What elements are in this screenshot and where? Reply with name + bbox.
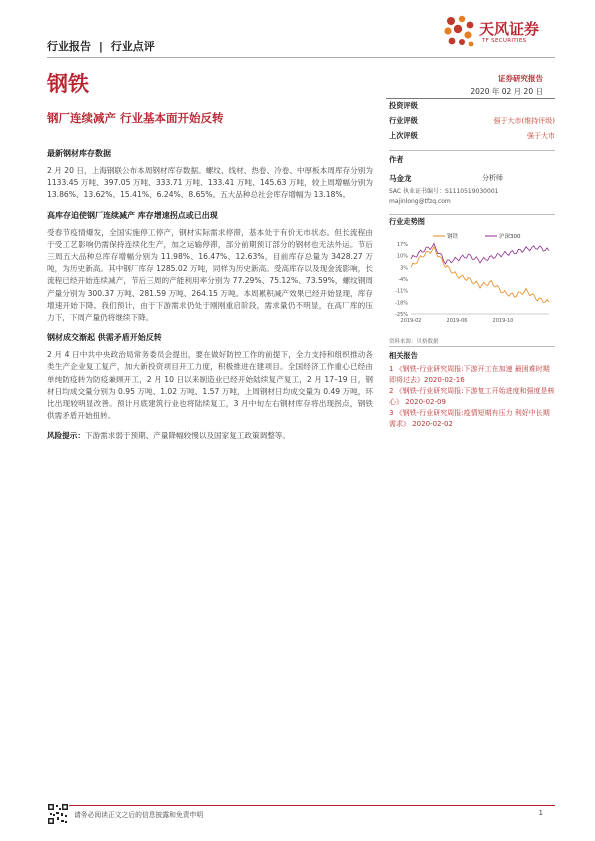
industry-title: 钢铁 (47, 72, 89, 96)
related-report-link[interactable]: 3 《钢铁-行业研究周报:疫情短期有压力 利好中长期需求》 2020-02-02 (389, 409, 550, 428)
sidebar (389, 101, 555, 141)
legend-label: 钢铁 (447, 234, 459, 240)
y-tick-label: -18% (395, 300, 408, 307)
report-date: 2020 年 02 月 20 日 (470, 87, 543, 96)
author-row (389, 173, 555, 184)
report-label: 证券研究报告 (498, 74, 543, 83)
y-tick-label: -11% (395, 288, 408, 295)
section-paragraph: 受春节疫情爆发，全国实施停工停产，钢材实际需求停滞，基本处于有价无市状态。但长流程由于受工艺影响仍需保持连续化生产，加之运输停滞，部分前期预订部分的钢材也无法外运。节后三周五大品种总库存增幅分别为 11.98%、16.47%、12.63%，目前库存总量为 3428.27 万吨，为历史新高。其中钢厂库存 1285.02 万吨，同样为历史新高。受高库存以及现金流影响，长流程已经开始连续减产，节后三周的产能利用率分别为 77.29%、75.12%、73.59%，螺纹钢周产量分别为 300.37 万吨、281.59 万吨、264.15 万吨。本周累积减产效果已经开始显现，库存增速开始下降。我们预计，由于下游需求仍处于刚刚重启阶段，需求量仍不明显，在高厂库的压力下，下周产量仍将继续下降。 (47, 227, 373, 323)
risk-text: 下游需求弱于预期、产量降幅较慢以及国家复工政策调整等。 (84, 431, 290, 441)
trend-chart-svg (389, 228, 555, 332)
report-title: 钢厂连续减产 行业基本面开始反转 (47, 111, 224, 125)
report-subtype: 行业点评 (110, 40, 155, 53)
legend-label: 沪深300 (499, 234, 521, 240)
page-number: 1 (538, 809, 543, 817)
trend-chart (389, 228, 555, 332)
related-reports (389, 351, 555, 429)
x-tick-label: 2019-02 (400, 318, 422, 324)
risk-notice (47, 430, 373, 442)
rating-row (389, 131, 555, 141)
rating-section-title: 投资评级 (389, 101, 418, 110)
series-line (411, 247, 549, 303)
x-tick-label: 2019-06 (446, 318, 468, 324)
section-title: 最新钢材库存数据 (47, 149, 111, 158)
rating-row (389, 116, 555, 126)
author-role: 分析师 (482, 174, 503, 182)
section-title: 钢材成交渐起 供需矛盾开始反转 (47, 333, 162, 343)
rating-value: 强于大市 (527, 132, 555, 140)
footer-disclaimer: 请务必阅读正文之后的信息披露和免责申明 (74, 811, 204, 819)
rating-label: 上次评级 (389, 131, 418, 140)
section-paragraph: 2 月 4 日中共中央政治局常务委员会提出，要在做好防控工作的前提下，全力支持和组织推动各类生产企业复工复产，加大新投资项目开工力度，积极推进在建项目。全国经济工作重心已经由单纯防疫转为防疫兼顾开工，2 月 10 日以来制造业已经开始陆续复产复工，2 月 17–19 日，钢材日均成交量分别为 0.95 万吨、1.02 万吨、1.57 万吨，上周钢材日均成交量为 0.49 万吨，环比出现较明显改善。预计月底建筑行业也将陆续复工，3 月中旬左右钢材库存将出现拐点，钢铁供需矛盾开始扭转。 (47, 350, 373, 421)
logo-english: TF SECURITIES (482, 38, 527, 44)
y-tick-label: -4% (398, 277, 408, 283)
footer-rule (47, 805, 555, 806)
section-title: 高库存迫使钢厂连续减产 库存增速拐点或已出现 (47, 210, 218, 220)
report-type-header (47, 38, 155, 54)
series-line (411, 243, 549, 264)
related-report-link[interactable]: 1 《钢铁-行业研究周报:下游开工在加速 最困难时期即将过去》2020-02-16 (389, 365, 550, 384)
related-section-title: 相关报告 (389, 351, 418, 360)
logo-flower-icon (442, 14, 476, 50)
rating-label: 行业评级 (389, 116, 418, 125)
meta-rule (386, 98, 555, 99)
company-logo (442, 14, 552, 54)
header-rule (47, 57, 555, 58)
trend-chart-title: 行业走势图 (389, 217, 425, 226)
author-block (389, 155, 555, 205)
author-name: 马金龙 (389, 174, 412, 183)
author-rule (389, 150, 555, 151)
y-tick-label: -25% (395, 312, 408, 318)
qr-code-icon (47, 803, 69, 825)
y-tick-label: 3% (400, 265, 408, 272)
author-license: SAC 执业证书编号：S1110519030001 (389, 188, 499, 195)
section-3 (47, 332, 373, 422)
report-type: 行业报告 (47, 40, 91, 53)
y-tick-label: 17% (396, 242, 408, 248)
related-rule (389, 346, 555, 347)
y-tick-label: 10% (396, 253, 408, 260)
x-tick-label: 2019-10 (492, 318, 514, 324)
logo-name: 天风证券 (479, 20, 540, 38)
related-report-link[interactable]: 2 《钢铁-行业研究周报:下游复工开始进度和强度是核心》 2020-02-09 (389, 387, 555, 406)
author-section-title: 作者 (389, 155, 404, 164)
author-email: majinlong@tfzq.com (389, 198, 451, 205)
risk-label: 风险提示： (47, 431, 85, 441)
header-separator: | (98, 40, 103, 53)
chart-source: 资料来源：贝格数据 (389, 339, 439, 345)
rating-value: 强于大市(维持评级) (493, 117, 555, 125)
section-1 (47, 148, 373, 202)
main-column (47, 148, 373, 443)
section-2 (47, 210, 373, 325)
section-paragraph: 2 月 20 日，上海钢联公布本周钢材库存数据。螺纹、线材、热卷、冷卷、中厚板本周库存分别为 1133.45 万吨、397.05 万吨、333.71 万吨、133.41 万吨、145.63 万吨，较上周增幅分别为 13.86%、13.62%、15.41%、6.24%、8.65%。五大品种总社会库存增幅为 13.18%。 (47, 166, 373, 200)
chart-rule (389, 214, 555, 215)
